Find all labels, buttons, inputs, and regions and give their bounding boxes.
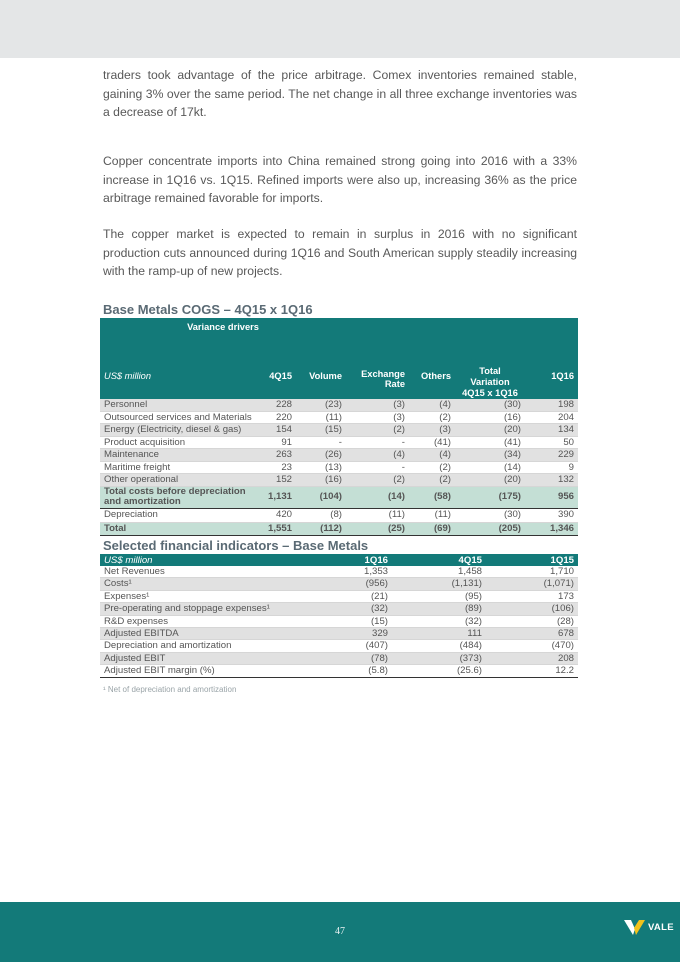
cell: (41) (409, 436, 455, 449)
cell: (3) (346, 399, 409, 411)
table-row (100, 508, 578, 522)
indicators-title: Selected financial indicators – Base Metals (103, 538, 369, 553)
row-label: Maintenance (100, 449, 258, 462)
row-label: Product acquisition (100, 436, 258, 449)
table-row (100, 424, 578, 437)
cell: 229 (525, 449, 578, 462)
row-label: Pre-operating and stoppage expenses¹ (100, 603, 300, 615)
cell: (16) (296, 474, 346, 487)
row-label: Depreciation and amortization (100, 640, 300, 652)
cell: (78) (300, 652, 392, 664)
cell: 1,458 (392, 566, 486, 578)
logo-text: VALE (648, 921, 674, 933)
table-row (100, 665, 578, 677)
row-label: Total (100, 522, 258, 535)
col-header-1q15: 1Q15 (550, 554, 574, 566)
table-row (100, 461, 578, 474)
row-label: Personnel (100, 399, 258, 411)
cell: (14) (346, 486, 409, 508)
cell: (20) (455, 474, 525, 487)
col-header-4q15: 4Q15 (458, 554, 482, 566)
cell: (58) (409, 486, 455, 508)
cell: (112) (296, 522, 346, 535)
cell: 91 (258, 436, 296, 449)
cell: (407) (300, 640, 392, 652)
cell: 204 (525, 411, 578, 424)
table-row (100, 474, 578, 487)
table-row (100, 590, 578, 602)
cell: 1,346 (525, 522, 578, 535)
row-label: Adjusted EBIT margin (%) (100, 665, 300, 677)
col-header-others: Others (421, 371, 451, 381)
cell: 1,353 (300, 566, 392, 578)
cell: (2) (409, 411, 455, 424)
variance-drivers-label: Variance drivers (187, 321, 259, 332)
cell: (106) (486, 603, 578, 615)
col-header-usd: US$ million (104, 554, 153, 566)
cell: 111 (392, 628, 486, 640)
cell: (41) (455, 436, 525, 449)
cell: 1,710 (486, 566, 578, 578)
row-label: Net Revenues (100, 566, 300, 578)
cell: 50 (525, 436, 578, 449)
cell: (2) (409, 474, 455, 487)
cell: (13) (296, 461, 346, 474)
cell: 263 (258, 449, 296, 462)
row-label: Adjusted EBIT (100, 652, 300, 664)
row-label: R&D expenses (100, 615, 300, 627)
cell: (373) (392, 652, 486, 664)
row-label: Other operational (100, 474, 258, 487)
row-label: Adjusted EBITDA (100, 628, 300, 640)
cell: (3) (409, 424, 455, 437)
cell: 154 (258, 424, 296, 437)
paragraph-inventories: traders took advantage of the price arbitrage. Comex inventories remained stable, gaining 3% over the same period. The net change in all three exchange inventories was a decrease of 17kt. (103, 68, 577, 120)
table-row (100, 628, 578, 640)
cell: (4) (409, 399, 455, 411)
cell: 173 (486, 590, 578, 602)
cell: (30) (455, 508, 525, 522)
row-label: Expenses¹ (100, 590, 300, 602)
table-row (100, 615, 578, 627)
cell: (3) (346, 411, 409, 424)
table-row (100, 399, 578, 411)
cell: (104) (296, 486, 346, 508)
cell: (28) (486, 615, 578, 627)
cell: (11) (409, 508, 455, 522)
cogs-title: Base Metals COGS – 4Q15 x 1Q16 (103, 302, 313, 317)
vale-logo (624, 918, 674, 936)
cell: (4) (409, 449, 455, 462)
paragraph-market-outlook: The copper market is expected to remain in surplus in 2016 with no significant production cuts announced during 1Q16 and South American supply steadily increasing with the ramp-up of new projects. (103, 227, 577, 279)
col-header-1q16: 1Q16 (551, 371, 574, 381)
cell: 23 (258, 461, 296, 474)
cell: (14) (455, 461, 525, 474)
row-label: Outsourced services and Materials (100, 411, 258, 424)
table-row (100, 449, 578, 462)
cell: 12.2 (486, 665, 578, 677)
cell: (32) (392, 615, 486, 627)
cell: (34) (455, 449, 525, 462)
header-band (0, 0, 680, 58)
cell: - (346, 436, 409, 449)
total-row (100, 522, 578, 535)
cell: (15) (296, 424, 346, 437)
cell: 220 (258, 411, 296, 424)
cogs-table (100, 318, 578, 536)
cell: (956) (300, 578, 392, 590)
cell: (11) (346, 508, 409, 522)
col-header-total-variation: Total Variation 4Q15 x 1Q16 (462, 366, 518, 398)
cell: - (346, 461, 409, 474)
table-row (100, 652, 578, 664)
subtotal-row (100, 486, 578, 508)
cell: (2) (346, 424, 409, 437)
paragraph-china-imports: Copper concentrate imports into China remained strong going into 2016 with a 33% increase in 1Q16 vs. 1Q15. Refined imports were also up, increasing 36% as the price arbitrage remained favorable for imports. (103, 154, 577, 206)
cell: 228 (258, 399, 296, 411)
cell: (95) (392, 590, 486, 602)
cell: (2) (409, 461, 455, 474)
cell: (470) (486, 640, 578, 652)
table-row (100, 566, 578, 578)
vale-v-icon (624, 918, 646, 936)
row-label: Energy (Electricity, diesel & gas) (100, 424, 258, 437)
row-label: Costs¹ (100, 578, 300, 590)
cell: (11) (296, 411, 346, 424)
cell: 198 (525, 399, 578, 411)
cell: 208 (486, 652, 578, 664)
cell: 390 (525, 508, 578, 522)
cell: (2) (346, 474, 409, 487)
cell: (25) (346, 522, 409, 535)
table-row (100, 640, 578, 652)
cell: 1,131 (258, 486, 296, 508)
indicators-table (100, 554, 578, 678)
row-label: Total costs before depreciation and amortization (100, 486, 258, 508)
cell: (1,131) (392, 578, 486, 590)
cell: (69) (409, 522, 455, 535)
cell: (89) (392, 603, 486, 615)
col-header-usd: US$ million (104, 371, 152, 381)
cell: (25.6) (392, 665, 486, 677)
cell: (26) (296, 449, 346, 462)
row-label: Depreciation (100, 508, 258, 522)
table-row (100, 603, 578, 615)
cell: 9 (525, 461, 578, 474)
table-row (100, 436, 578, 449)
cell: (4) (346, 449, 409, 462)
cell: (1,071) (486, 578, 578, 590)
table-row (100, 578, 578, 590)
cell: 152 (258, 474, 296, 487)
cell: (8) (296, 508, 346, 522)
cell: 132 (525, 474, 578, 487)
cell: 956 (525, 486, 578, 508)
cell: (23) (296, 399, 346, 411)
cell: 1,551 (258, 522, 296, 535)
cell: (175) (455, 486, 525, 508)
cell: (5.8) (300, 665, 392, 677)
col-header-exchange-rate: Exchange Rate (361, 369, 405, 389)
cell: 678 (486, 628, 578, 640)
table-row (100, 411, 578, 424)
cell: (32) (300, 603, 392, 615)
col-header-1q16: 1Q16 (364, 554, 388, 566)
cell: - (296, 436, 346, 449)
cell: (21) (300, 590, 392, 602)
footnote: ¹ Net of depreciation and amortization (103, 685, 237, 694)
cell: (484) (392, 640, 486, 652)
col-header-volume: Volume (309, 371, 342, 381)
cell: (205) (455, 522, 525, 535)
cell: (16) (455, 411, 525, 424)
cell: 420 (258, 508, 296, 522)
cell: 329 (300, 628, 392, 640)
cell: (15) (300, 615, 392, 627)
col-header-4q15: 4Q15 (269, 371, 292, 381)
page-number: 47 (335, 926, 345, 937)
cell: (20) (455, 424, 525, 437)
cell: (30) (455, 399, 525, 411)
cell: 134 (525, 424, 578, 437)
row-label: Maritime freight (100, 461, 258, 474)
